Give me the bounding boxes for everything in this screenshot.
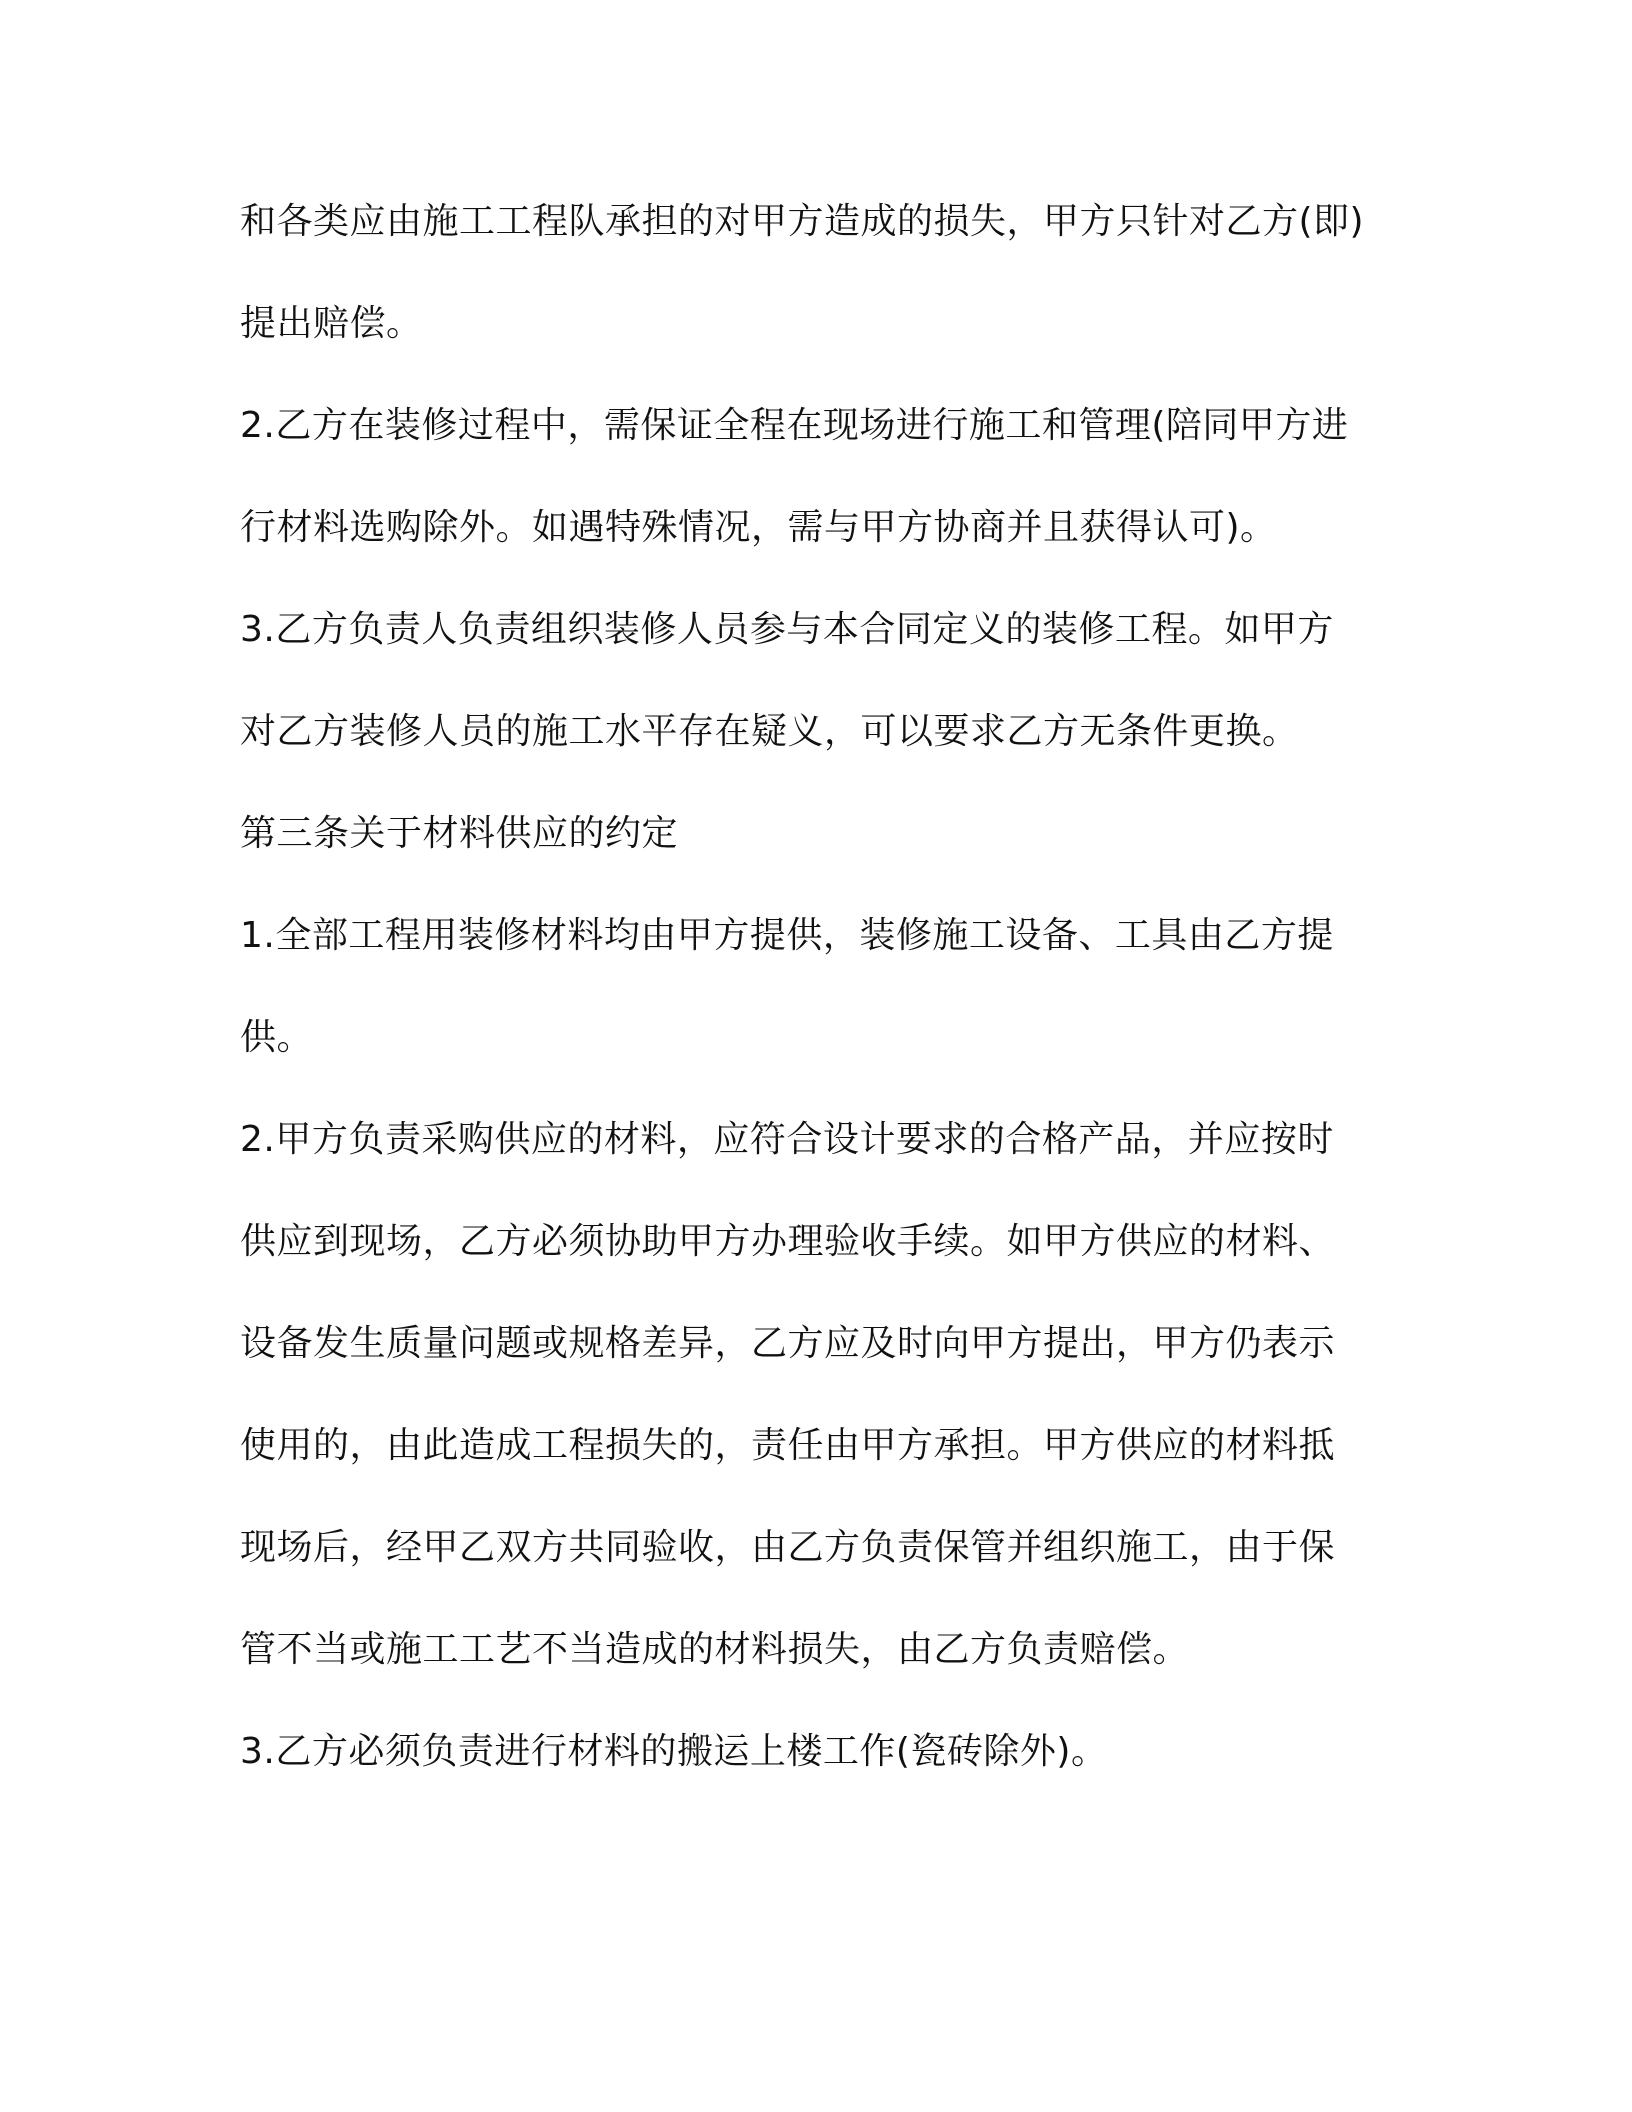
text-line: 2.乙方在装修过程中，需保证全程在现场进行施工和管理(陪同甲方进 (240, 405, 1349, 446)
text-line: 提出赔偿。 (240, 303, 423, 344)
text-line: 供。 (240, 1017, 314, 1058)
contract-text (240, 186, 1410, 1818)
section-heading: 第三条关于材料供应的约定 (240, 813, 679, 854)
text-line: 设备发生质量问题或规格差异，乙方应及时向甲方提出，甲方仍表示 (240, 1323, 1336, 1364)
text-line: 1.全部工程用装修材料均由甲方提供，装修施工设备、工具由乙方提 (240, 915, 1334, 956)
text-line: 3.乙方负责人负责组织装修人员参与本合同定义的装修工程。如甲方 (240, 609, 1334, 650)
text-line: 3.乙方必须负责进行材料的搬运上楼工作(瓷砖除外)。 (240, 1731, 1108, 1772)
text-line: 管不当或施工工艺不当造成的材料损失，由乙方负责赔偿。 (240, 1629, 1190, 1670)
text-line: 2.甲方负责采购供应的材料，应符合设计要求的合格产品，并应按时 (240, 1119, 1334, 1160)
text-line: 使用的，由此造成工程损失的，责任由甲方承担。甲方供应的材料抵 (240, 1425, 1336, 1466)
text-line: 供应到现场，乙方必须协助甲方办理验收手续。如甲方供应的材料、 (240, 1221, 1336, 1262)
text-line: 对乙方装修人员的施工水平存在疑义，可以要求乙方无条件更换。 (240, 711, 1299, 752)
text-line: 和各类应由施工工程队承担的对甲方造成的损失，甲方只针对乙方(即) (240, 201, 1365, 242)
text-line: 行材料选购除外。如遇特殊情况，需与甲方协商并且获得认可)。 (240, 507, 1277, 548)
text-line: 现场后，经甲乙双方共同验收，由乙方负责保管并组织施工，由于保 (240, 1527, 1336, 1568)
